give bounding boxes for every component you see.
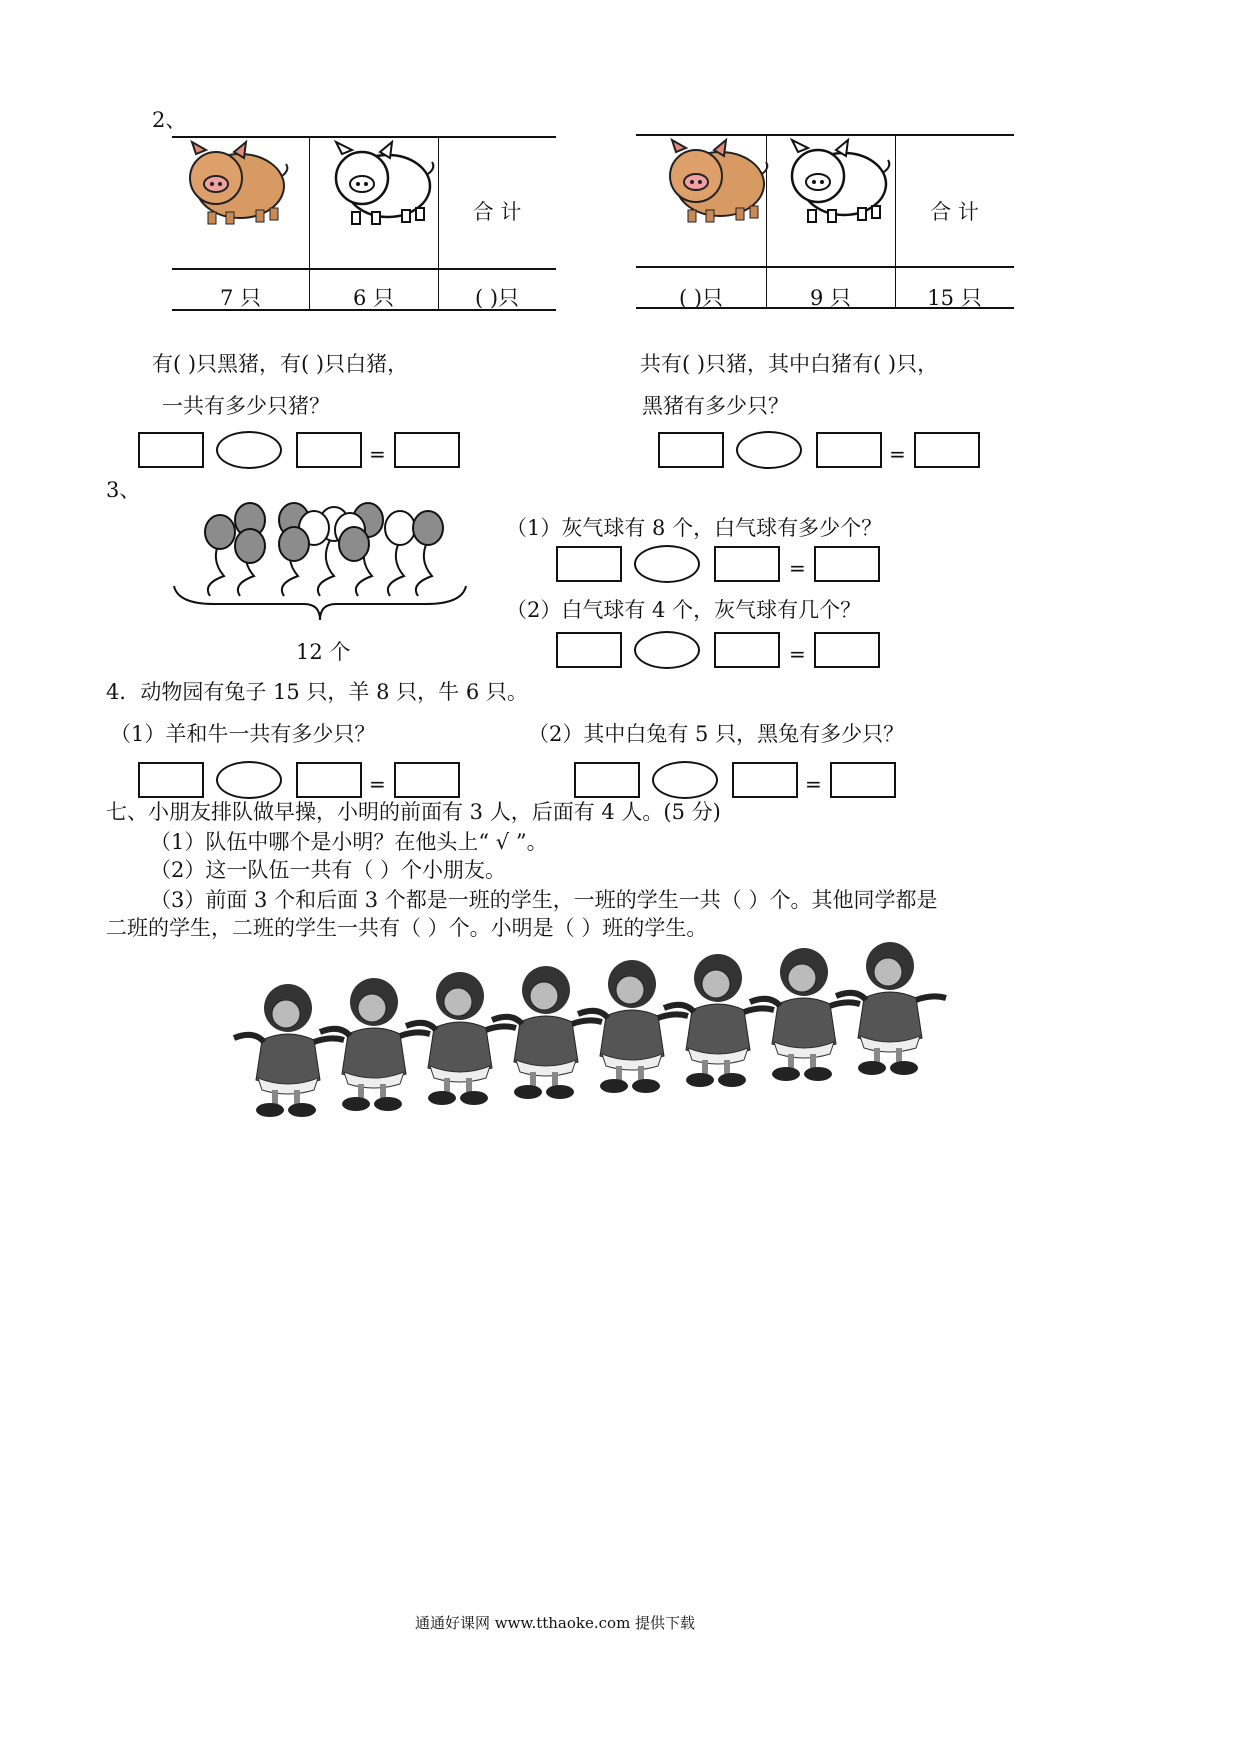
q4-sub2: （2）其中白兔有 5 只，黑兔有多少只？ <box>528 722 905 746</box>
operator-oval[interactable] <box>216 431 282 469</box>
left-header-total: 合 计 <box>472 200 522 224</box>
answer-box[interactable] <box>658 432 724 468</box>
q3-sub2: （2）白气球有 4 个，灰气球有几个？ <box>506 598 862 622</box>
balloons-illustration <box>170 500 470 660</box>
brown-pig-icon <box>178 138 288 228</box>
right-cell-total: 15 只 <box>927 286 982 310</box>
answer-box[interactable] <box>732 762 798 798</box>
q4-title: 4．动物园有兔子 15 只，羊 8 只，牛 6 只。 <box>106 680 528 704</box>
answer-box[interactable] <box>830 762 896 798</box>
answer-box[interactable] <box>574 762 640 798</box>
operator-oval[interactable] <box>634 545 700 583</box>
equals-sign: = <box>889 442 906 466</box>
white-pig-icon <box>322 138 434 228</box>
children-row <box>228 940 980 1120</box>
child-figure <box>830 938 950 1078</box>
answer-box[interactable] <box>556 632 622 668</box>
equals-sign: = <box>789 642 806 666</box>
q7-title: 七、小朋友排队做早操，小明的前面有 3 人，后面有 4 人。(5 分) <box>106 800 721 824</box>
equals-sign: = <box>789 556 806 580</box>
answer-box[interactable] <box>296 762 362 798</box>
q3-count-label: 12 个 <box>296 640 351 664</box>
answer-box[interactable] <box>556 546 622 582</box>
answer-box[interactable] <box>816 432 882 468</box>
q4-sub1: （1）羊和牛一共有多少只？ <box>110 722 376 746</box>
left-cell-white: 6 只 <box>352 286 395 310</box>
answer-box[interactable] <box>814 632 880 668</box>
equals-sign: = <box>369 442 386 466</box>
q2-left-line1: 有( )只黑猪，有( )只白猪， <box>152 352 409 376</box>
equals-sign: = <box>805 772 822 796</box>
operator-oval[interactable] <box>216 761 282 799</box>
right-cell-white: 9 只 <box>809 286 852 310</box>
q7-sub3-line2: 二班的学生，二班的学生一共有（ ）个。小明是（ ）班的学生。 <box>106 916 708 940</box>
answer-box[interactable] <box>714 546 780 582</box>
q3-sub1: （1）灰气球有 8 个，白气球有多少个？ <box>506 516 883 540</box>
equals-sign: = <box>369 772 386 796</box>
answer-box[interactable] <box>714 632 780 668</box>
right-header-total: 合 计 <box>930 200 979 224</box>
right-cell-black: ( )只 <box>678 286 724 310</box>
left-cell-black: 7 只 <box>219 286 262 310</box>
q7-sub2: （2）这一队伍一共有（ ）个小朋友。 <box>150 858 507 882</box>
left-cell-total: ( )只 <box>474 286 520 310</box>
q2-right-line1: 共有( )只猪，其中白猪有( )只， <box>640 352 939 376</box>
answer-box[interactable] <box>138 762 204 798</box>
operator-oval[interactable] <box>652 761 718 799</box>
q3-number: 3、 <box>106 478 141 502</box>
answer-box[interactable] <box>296 432 362 468</box>
operator-oval[interactable] <box>736 431 802 469</box>
q7-sub1: （1）队伍中哪个是小明？在他头上“ √ ”。 <box>150 830 548 854</box>
white-pig-icon <box>778 136 890 226</box>
answer-box[interactable] <box>814 546 880 582</box>
q2-right-line2: 黑猪有多少只？ <box>642 394 789 418</box>
answer-box[interactable] <box>394 432 460 468</box>
operator-oval[interactable] <box>634 631 700 669</box>
answer-box[interactable] <box>914 432 980 468</box>
q2-left-line2: 一共有多少只猪？ <box>162 394 330 418</box>
answer-box[interactable] <box>138 432 204 468</box>
answer-box[interactable] <box>394 762 460 798</box>
q7-sub3-line1: （3）前面 3 个和后面 3 个都是一班的学生，一班的学生一共（ ）个。其他同学都是 <box>150 888 938 912</box>
q2-number: 2、 <box>152 108 187 132</box>
brown-pig-icon <box>658 136 768 226</box>
footer-text: 通通好课网 www.tthaoke.com 提供下载 <box>414 1614 696 1632</box>
